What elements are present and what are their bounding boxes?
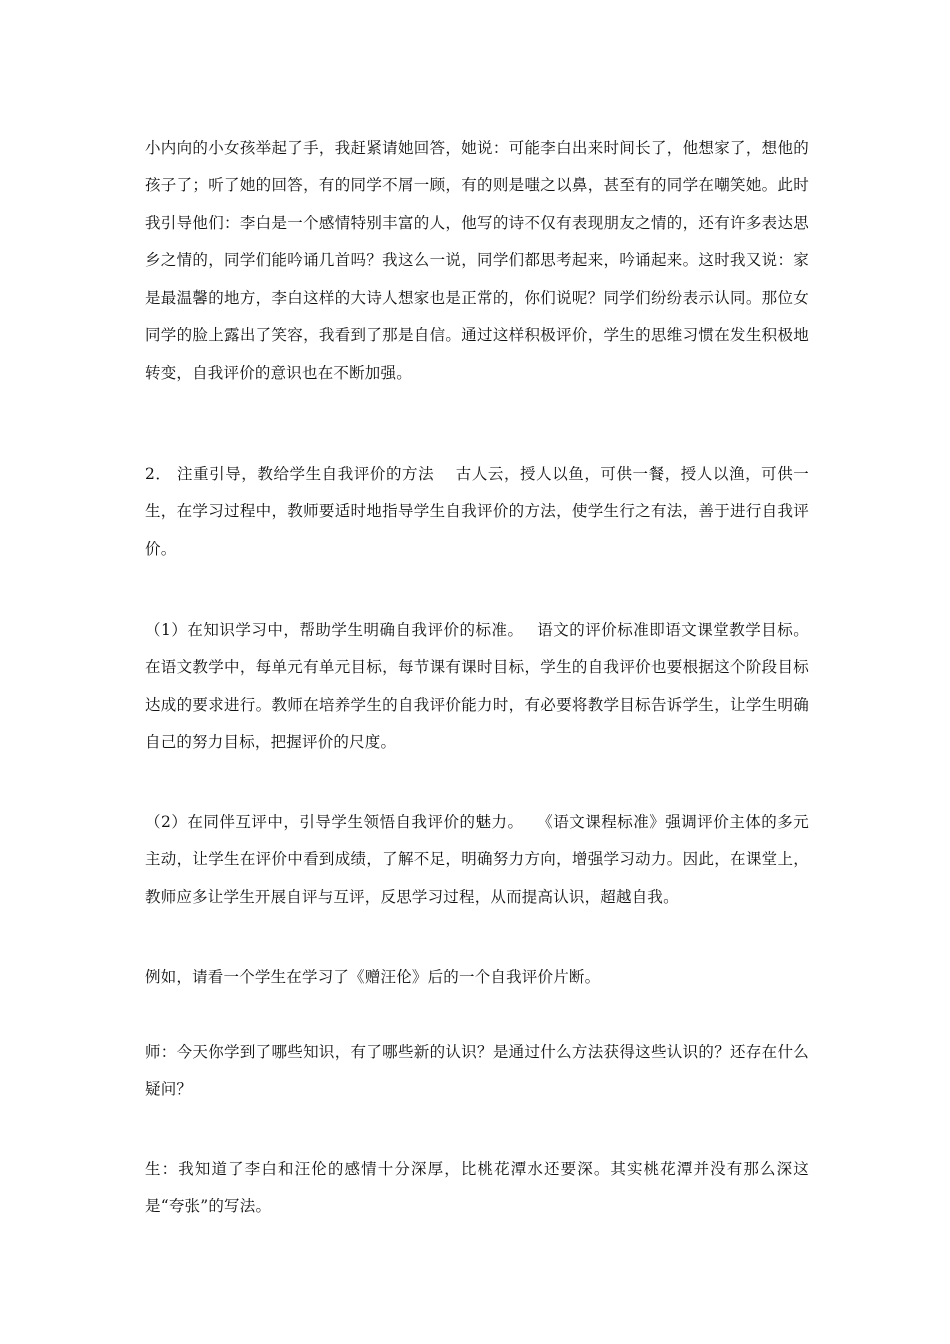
paragraph-point-2: （2）在同伴互评中，引导学生领悟自我评价的魅力。 《语文课程标准》强调评价主体的多元主动，让学生在评价中看到成绩，了解不足，明确努力方向，增强学习动力。因此，在课堂上，教师应多让学生开展自评与互评，反思学习过程，从而提高认识，超越自我。 xyxy=(145,812,809,906)
paragraph-point-1: （1）在知识学习中，帮助学生明确自我评价的标准。 语文的评价标准即语文课堂教学目标。在语文教学中，每单元有单元目标，每节课有课时目标，学生的自我评价也要根据这个阶段目标达成的要求进行。教师在培养学生的自我评价能力时，有必要将教学目标告诉学生，让学生明确自己的努力目标，把握评价的尺度。 xyxy=(145,620,809,751)
paragraph-student-answer: 生：我知道了李白和汪伦的感情十分深厚，比桃花潭水还要深。其实桃花潭并没有那么深这是“夸张”的写法。 xyxy=(145,1159,809,1215)
paragraph-classroom-story: 小内向的小女孩举起了手，我赶紧请她回答，她说：可能李白出来时间长了，他想家了，想他的孩子了；听了她的回答，有的同学不屑一顾，有的则是嗤之以鼻，甚至有的同学在嘲笑她。此时我引导他们：李白是一个感情特别丰富的人，他写的诗不仅有表现朋友之情的，还有许多表达思乡之情的，同学们能吟诵几首吗？我这么一说，同学们都思考起来，吟诵起来。这时我又说：家是最温馨的地方，李白这样的大诗人想家也是正常的，你们说呢？同学们纷纷表示认同。那位女同学的脸上露出了笑容，我看到了那是自信。通过这样积极评价，学生的思维习惯在发生积极地转变，自我评价的意识也在不断加强。 xyxy=(145,138,809,382)
paragraph-teacher-question: 师：今天你学到了哪些知识，有了哪些新的认识？是通过什么方法获得这些认识的？还存在什么疑问？ xyxy=(145,1042,809,1098)
paragraph-example-intro: 例如，请看一个学生在学习了《赠汪伦》后的一个自我评价片断。 xyxy=(145,967,601,986)
paragraph-section-2-heading: 2． 注重引导，教给学生自我评价的方法 古人云，授人以鱼，可供一餐，授人以渔，可供一生，在学习过程中，教师要适时地指导学生自我评价的方法，使学生行之有法，善于进行自我评价。 xyxy=(145,464,809,558)
